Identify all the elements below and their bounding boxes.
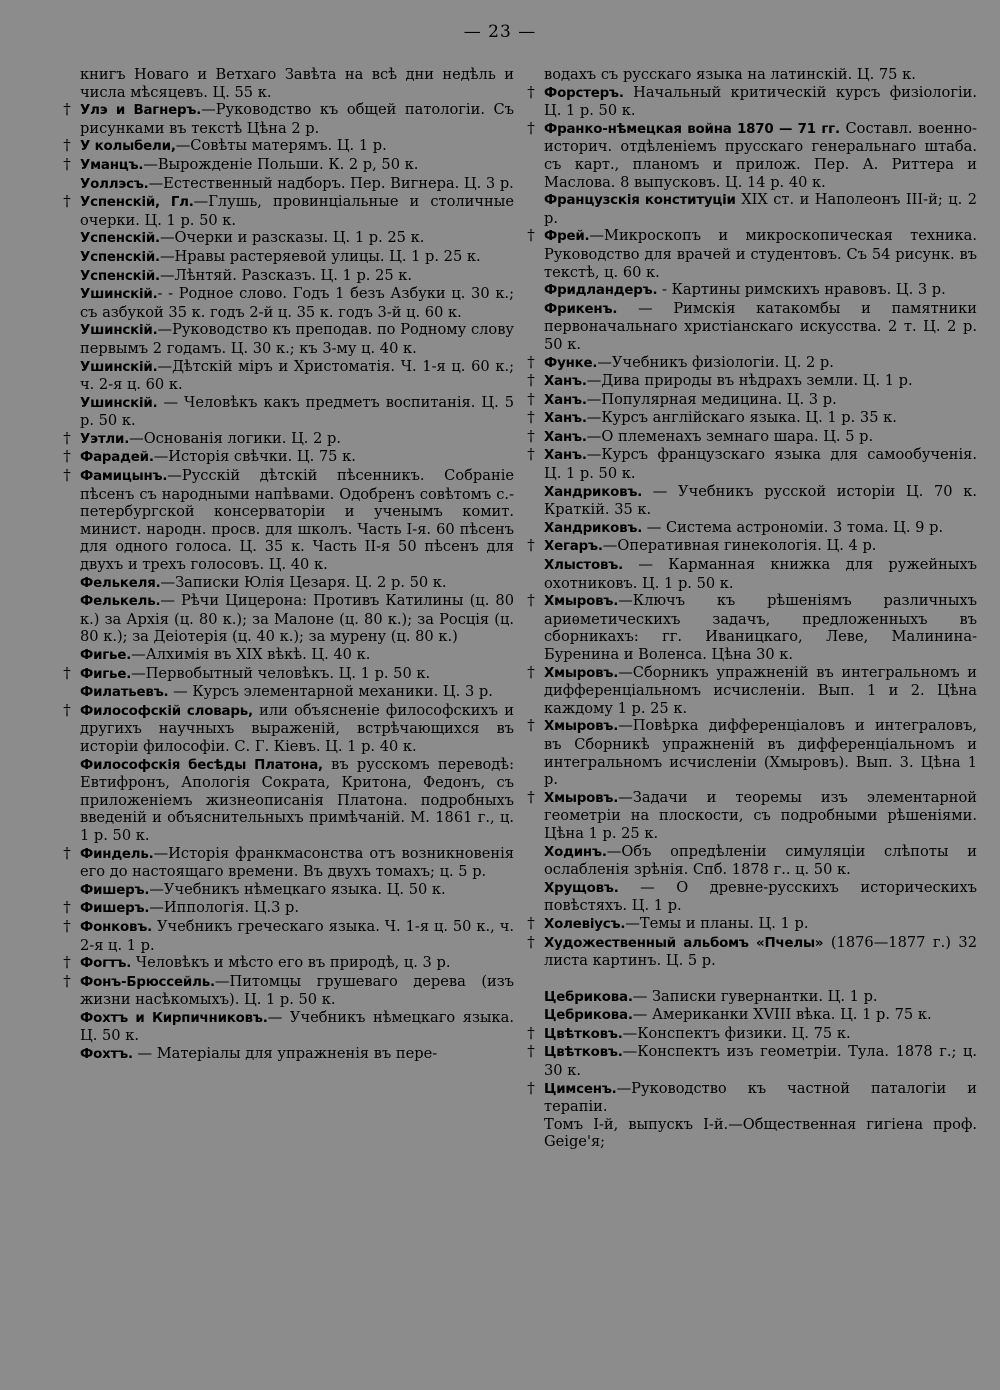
entry-heading: Ханъ. [544,392,587,408]
entry-heading: Улэ и Вагнеръ. [80,103,202,119]
dagger-mark-icon: † [63,466,71,485]
catalog-entry [522,843,977,879]
entry-text: —Лѣнтяй. Разсказъ. Ц. 1 р. 25 к. [159,266,413,284]
entry-heading: Фонъ-Брюссейль. [80,974,215,990]
dagger-mark-icon: † [527,536,535,555]
dagger-mark-icon: † [527,787,535,806]
entry-heading: Финдель. [80,846,154,862]
page-number: — 23 — [463,22,537,42]
entry-heading: Фогтъ. [80,956,132,972]
catalog-entry [522,879,977,915]
catalog-entry [522,1025,977,1044]
entry-text: (1876—1877 г.) 32 листа картинъ. Ц. 5 р. [544,933,977,970]
dagger-mark-icon: † [63,916,71,935]
catalog-entry [58,574,514,593]
entry-heading: Ушинскій. [80,359,158,375]
entry-heading: У колыбели, [80,139,176,155]
entry-text: —Темы и планы. Ц. 1 р. [625,914,809,932]
catalog-entry [58,229,514,248]
catalog-entry [58,918,514,954]
entry-text: —О племенахъ земнаго шара. Ц. 5 р. [586,427,874,445]
entry-text: — Американки XVIII вѣка. Ц. 1 р. 75 к. [632,1006,932,1024]
dagger-mark-icon: † [527,226,535,245]
catalog-entry [58,756,514,845]
dagger-mark-icon: † [63,100,71,119]
catalog-entry [58,248,514,267]
entry-text: —Руководство къ общей патологіи. Съ рисунками въ текстѣ Цѣна 2 р. [80,101,514,137]
entry-heading: Филатьевъ. [80,685,169,701]
dagger-mark-icon: † [63,136,71,155]
entry-heading: Хмыровъ. [544,594,619,610]
catalog-entry [58,321,514,357]
entry-heading: Хмыровъ. [544,719,619,735]
catalog-entry [522,281,977,300]
catalog-entry [522,191,977,227]
entry-text: —Вырожденіе Польши. К. 2 р, 50 к. [143,155,419,173]
entry-text: —Нравы растеряевой улицы. Ц. 1 р. 25 к. [159,247,481,265]
entry-heading: Цвѣтковъ. [544,1026,623,1042]
catalog-entry [522,915,977,934]
catalog-entry [58,881,514,900]
dagger-mark-icon: † [527,389,535,408]
entry-heading: Хмыровъ. [544,665,619,681]
catalog-entry [522,934,977,970]
entry-heading: Фигье. [80,648,132,663]
entry-text: —Очерки и разсказы. Ц. 1 р. 25 к. [159,229,425,247]
catalog-entry [522,988,977,1007]
catalog-entry [58,448,514,467]
catalog-entry [58,592,514,646]
entry-text: Томъ I-й, выпускъ I-й.—Общественная гигіена проф. Geige'я; [544,1115,977,1151]
entry-text: —Первобытный человѣкъ. Ц. 1 р. 50 к. [131,664,431,682]
catalog-entry [58,156,514,175]
entry-heading: Ушинскій. [80,323,158,339]
entry-text: водахъ съ русскаго языка на латинскій. Ц. 75 к. [544,66,916,83]
entry-heading: Уманцъ. [80,157,144,173]
entry-heading: Философскія бесѣды Платона, [80,757,323,773]
entry-text: книгъ Новаго и Ветхаго Завѣта на всѣ дни недѣль и числа мѣсяцевъ. Ц. 55 к. [80,66,514,101]
dagger-mark-icon: † [527,1078,535,1097]
catalog-entry [58,665,514,684]
entry-heading: Фрей. [544,229,590,245]
entry-heading: Хлыстовъ. [544,558,623,574]
entry-heading: Фарадей. [80,450,154,466]
catalog-entry [522,120,977,191]
entry-text: — Римскія катакомбы и памятники первоначальнаго христіанскаго искусства. 2 т. Ц. 2 р. 50 к. [544,299,977,353]
entry-heading: Фишеръ. [80,882,150,898]
catalog-entry [522,1043,977,1079]
dagger-mark-icon: † [63,700,71,719]
dagger-mark-icon: † [527,1023,535,1042]
catalog-entry [58,101,514,137]
catalog-entry [522,84,977,120]
entry-heading: Французскія конституціи [544,193,736,209]
entry-heading: Хрущовъ. [544,880,619,896]
catalog-entry [58,954,514,973]
entry-heading: Фридландеръ. [544,283,658,299]
entry-heading: Хандриковъ. [544,484,643,500]
entry-text: —Исторія свѣчки. Ц. 75 к. [153,448,356,466]
entry-heading: Функе. [544,355,598,371]
dagger-mark-icon: † [63,154,71,173]
entry-text: —Учебникъ нѣмецкаго языка. Ц. 50 к. [149,880,446,898]
dagger-mark-icon: † [527,445,535,464]
catalog-entry [522,446,977,482]
entry-text: - Картины римскихъ нравовъ. Ц. 3 р. [657,281,946,299]
entry-heading: Цебрикова. [544,1008,633,1024]
catalog-entry [522,483,977,519]
entry-heading: Философскій словарь, [80,703,253,719]
entry-text: —Дѣтскій міръ и Христоматія. Ч. 1-я ц. 60 к.; ч. 2-я ц. 60 к. [80,357,514,394]
entry-heading: Успенскій. [80,249,160,265]
entry-heading: Ханъ. [544,429,587,445]
entry-heading: Фрикенъ. [544,301,618,317]
catalog-entry [58,267,514,286]
entry-heading: Уэтли. [80,431,130,447]
dagger-mark-icon: † [527,82,535,101]
dagger-mark-icon: † [527,932,535,951]
catalog-entry [58,683,514,702]
entry-text: —Иппологія. Ц.3 р. [149,899,299,917]
dagger-mark-icon: † [63,447,71,466]
dagger-mark-icon: † [527,591,535,610]
entry-heading: Успенскій, Гл. [80,195,194,211]
catalog-entry [522,409,977,428]
catalog-entry [522,300,977,354]
dagger-mark-icon: † [527,662,535,681]
dagger-mark-icon: † [63,953,71,972]
entry-text: — Учебникъ нѣмецкаго языка. Ц. 50 к. [80,1008,514,1045]
entry-text: —Объ опредѣленіи симуляціи слѣпоты и ослабленія зрѣнія. Спб. 1878 г.. ц. 50 к. [544,842,977,879]
dagger-mark-icon: † [63,898,71,917]
catalog-entry [522,664,977,718]
entry-text: —Русскій дѣтскій пѣсенникъ. Собраніе пѣсенъ съ народными напѣвами. Одобренъ совѣтомъ с.-петербургской консерваторіи и ученымъ комит. минист. народн. просв. для школъ. Часть I-я. 60 пѣсенъ для одного голоса. Ц. 35 к. Часть II-я 50 пѣсенъ для двухъ и трехъ голосовъ. Ц. 40 к. [80,467,514,574]
entry-heading: Фишеръ. [80,901,150,917]
dagger-mark-icon: † [63,843,71,862]
entry-heading: Художественный альбомъ «Пчелы» [544,935,824,951]
entry-heading: Форстеръ. [544,85,624,101]
entry-text: — Человѣкъ какъ предметъ воспитанія. Ц. 5 р. 50 к. [80,393,514,430]
entry-text: —Глушь, провинціальные и столичные очерки. Ц. 1 р. 50 к. [80,193,514,229]
entry-text: —Микроскопъ и микроскопическая техника. Руководство для врачей и студентовъ. Съ 54 рисунк. въ текстѣ, ц. 60 к. [544,227,977,281]
catalog-entry [58,66,514,101]
entry-heading: Ушинскій. [80,287,158,303]
entry-heading: Фелькеля. [80,575,161,591]
entry-text: —Конспектъ физики. Ц. 75 к. [622,1024,851,1042]
entry-text: —Оперативная гинекологія. Ц. 4 р. [602,537,877,555]
catalog-entry [522,592,977,663]
catalog-entry [522,354,977,373]
entry-text: —Руководство къ преподав. по Родному слову первымъ 2 годамъ. Ц. 30 к.; къ 3-му ц. 40 к. [80,321,514,357]
entry-text: — Рѣчи Цицерона: Противъ Катилины (ц. 80 к.) за Архія (ц. 80 к.); за Малоне (ц. 80 к.); за Росція (ц. 80 к.); за Деіотерія (ц. 40 к.); за мурену (ц. 80 к.) [80,592,514,646]
catalog-entry [58,646,514,665]
entry-text: —Задачи и теоремы изъ элементарной геометріи на плоскости, съ подробными рѣшеніями. Цѣна 1 р. 25 к. [544,788,977,842]
dagger-mark-icon: † [527,716,535,735]
entry-text: —Учебникъ физіологіи. Ц. 2 р. [597,353,834,371]
entry-text: или объясненіе философскихъ и другихъ научныхъ выраженій, встрѣчающихся въ исторіи философіи. С. Г. Кіевъ. Ц. 1 р. 40 к. [80,701,514,755]
catalog-entry [58,175,514,194]
entry-text: —Естественный надборъ. Пер. Вигнера. Ц. 3 р. [148,174,514,192]
entry-text: — О древне-русскихъ историческихъ повѣстяхъ. Ц. 1 р. [544,878,977,915]
entry-text: —Записки Юлія Цезаря. Ц. 2 р. 50 к. [160,573,447,591]
entry-heading: Цвѣтковъ. [544,1045,623,1061]
entry-heading: Успенскій. [80,231,160,247]
entry-heading: Фамицынъ. [80,469,168,485]
entry-text: — Курсъ элементарной механики. Ц. 3 р. [168,683,493,701]
entry-heading: Цимсенъ. [544,1081,617,1097]
entry-text: —Сборникъ упражненій въ интегральномъ и дифференціальномъ исчисленіи. Вып. 1 и 2. Цѣна каждому 1 р. 25 к. [544,663,977,717]
dagger-mark-icon: † [63,663,71,682]
dagger-mark-icon: † [527,426,535,445]
catalog-entry [522,372,977,391]
entry-heading: Франко-нѣмецкая война 1870 — 71 гг. [544,121,840,137]
entry-text: — Система астрономіи. 3 тома. Ц. 9 р. [642,518,944,536]
entry-text: Составл. военно-историч. отдѣленіемъ прусскаго генеральнаго штаба. съ карт., планомъ и прилож. Пер. А. Риттера и Маслова. 8 выпусковъ. Ц. 14 р. 40 к. [544,119,977,191]
entry-text: —Дива природы въ нѣдрахъ земли. Ц. 1 р. [586,372,913,390]
entry-text: - - Родное слово. Годъ 1 безъ Азбуки ц. 30 к.; съ азбукой 35 к. годъ 2-й ц. 35 к. годъ 3-й ц. 60 к. [80,285,514,321]
entry-text: —Алхимія въ XIX вѣкѣ. Ц. 40 к. [131,646,371,663]
entry-heading: Фелькель. [80,594,161,610]
catalog-entry [58,358,514,394]
dagger-mark-icon: † [527,118,535,137]
catalog-entry [522,1116,977,1151]
entry-heading: Хандриковъ. [544,520,643,536]
entry-heading: Цебрикова. [544,989,633,1005]
catalog-entry [58,1045,514,1064]
entry-text: —Конспектъ изъ геометріи. Тула. 1878 г.; ц. 30 к. [544,1043,977,1080]
entry-text: — Учебникъ русской исторіи Ц. 70 к. Краткій. 35 к. [544,482,977,519]
catalog-entry [58,845,514,881]
catalog-entry [522,66,977,84]
entry-text: —Руководство къ частной паталогіи и терапіи. [544,1079,977,1116]
entry-text: —Ключъ къ рѣшеніямъ различныхъ ариѳметическихъ задачъ, предложенныхъ въ сборникахъ: гг. Иваницкаго, Леве, Малинина-Буренина и Воленса. Цѣна 30 к. [544,592,977,663]
entry-text: —Питомцы грушеваго дерева (изъ жизни насѣкомыхъ). Ц. 1 р. 50 к. [80,972,514,1009]
entry-heading: Холевіусъ. [544,916,626,932]
dagger-mark-icon: † [527,1042,535,1061]
catalog-entry [58,193,514,229]
catalog-entry [522,789,977,843]
right-column [522,66,977,1151]
entry-heading: Фонковъ. [80,919,153,935]
entry-text: Учебникъ греческаго языка. Ч. 1-я ц. 50 к., ч. 2-я ц. 1 р. [80,917,514,954]
entry-heading: Фохтъ и Кирпичниковъ. [80,1010,268,1026]
entry-text: —Курсъ англійскаго языка. Ц. 1 р. 35 к. [586,409,897,427]
entry-heading: Успенскій. [80,268,160,284]
catalog-entry [58,1009,514,1045]
entry-text: —Исторія франкмасонства отъ возникновенія его до настоящаго времени. Въ двухъ томахъ; ц. 5 р. [80,844,514,881]
entry-text: Человѣкъ и мѣсто его въ природѣ, ц. 3 р. [131,954,451,972]
entry-heading: Ханъ. [544,448,587,464]
entry-text: —Повѣрка дифференціаловъ и интеграловъ, въ Сборникѣ упражненій въ дифференціальномъ и интегральномъ исчисленіи (Хмыровъ). Вып. 3. Цѣна 1 р. [544,717,977,789]
dagger-mark-icon: † [527,408,535,427]
entry-heading: Фохтъ. [80,1047,133,1063]
catalog-entry [58,285,514,321]
catalog-entry [522,717,977,788]
entry-text: — Записки гувернантки. Ц. 1 р. [632,987,878,1005]
catalog-entry [522,537,977,556]
left-column [58,66,514,1064]
entry-text: XIX ст. и Наполеонъ III-й; ц. 2 р. [544,191,978,227]
catalog-entry [58,430,514,449]
dagger-mark-icon: † [527,352,535,371]
entry-text: —Основанія логики. Ц. 2 р. [129,429,341,447]
catalog-entry [58,137,514,156]
entry-text: — Матеріалы для упражненія въ пере- [132,1045,438,1063]
entry-heading: Уоллэсъ. [80,176,149,192]
entry-heading: Ходинъ. [544,844,607,860]
catalog-entry [522,519,977,538]
entry-text: —Популярная медицина. Ц. 3 р. [586,390,837,408]
entry-text: —Курсъ французскаго языка для самообученія. Ц. 1 р. 50 к. [544,446,977,483]
entry-heading: Фигье. [80,666,132,682]
entry-heading: Ханъ. [544,374,587,390]
entry-heading: Ханъ. [544,411,587,427]
catalog-entry [522,428,977,447]
catalog-entry [522,227,977,281]
catalog-entry [522,391,977,410]
catalog-entry [522,1006,977,1025]
entry-text: —Совѣты матерямъ. Ц. 1 р. [175,137,387,155]
catalog-entry [58,467,514,574]
catalog-entry [58,394,514,430]
dagger-mark-icon: † [63,971,71,990]
catalog-entry [522,1080,977,1116]
dagger-mark-icon: † [63,192,71,211]
dagger-mark-icon: † [527,913,535,932]
catalog-entry [58,702,514,756]
entry-text: въ русскомъ переводѣ: Евтифронъ, Апологія Сократа, Критона, Федонъ, съ приложеніемъ жизнеописанія Платона. подробныхъ введеній и объяснительныхъ примѣчаній. М. 1861 г., ц. 1 р. 50 к. [80,755,514,844]
entry-heading: Хмыровъ. [544,790,619,806]
entry-heading: Ушинскій. [80,395,158,411]
catalog-entry [522,556,977,592]
entry-text: Начальный критическій курсъ физіологіи. Ц. 1 р. 50 к. [544,83,977,120]
dagger-mark-icon: † [63,428,71,447]
dagger-mark-icon: † [527,371,535,390]
catalog-entry [58,899,514,918]
catalog-entry [58,973,514,1009]
entry-text: — Карманная книжка для ружейныхъ охотниковъ. Ц. 1 р. 50 к. [544,556,977,592]
entry-heading: Хегаръ. [544,539,603,555]
